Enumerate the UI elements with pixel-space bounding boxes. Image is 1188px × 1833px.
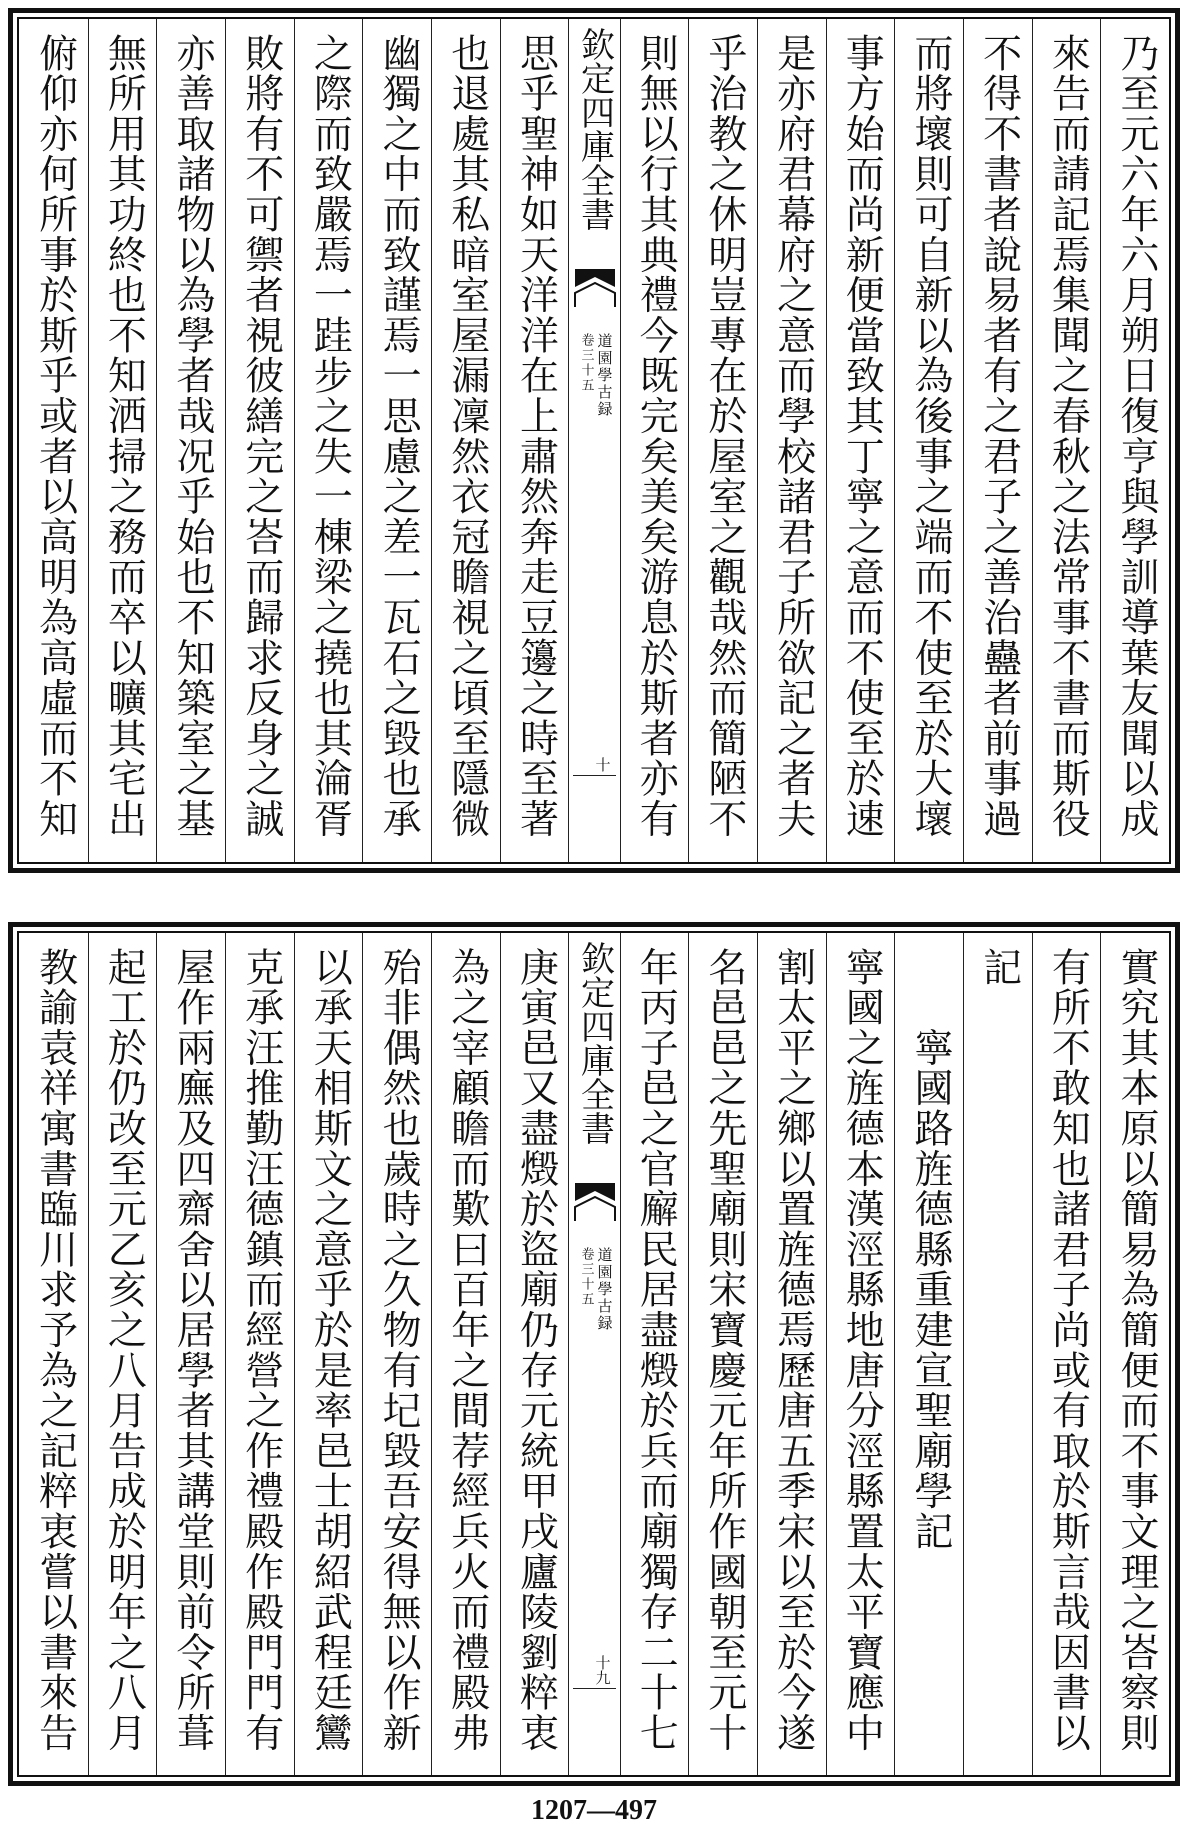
text-column: 乃至元六年六月朔日復亨與學訓導葉友聞以成: [1100, 19, 1169, 862]
text-column: 則無以行其典禮今既完矣美矣游息於斯者亦有: [620, 19, 689, 862]
book-subtitle: 道園學古録: [595, 333, 614, 418]
text-column: 為之宰顧瞻而歎曰百年之間荐經兵火而禮殿弗: [431, 933, 500, 1775]
section-heading: 寧國路旌德縣重建宣聖廟學記: [894, 933, 963, 1775]
center-fold: [568, 933, 619, 1775]
center-fold: [568, 19, 619, 862]
text-column: 庚寅邑又盡燬於盜廟仍存元統甲戌廬陵劉粹衷: [500, 933, 569, 1775]
page-number-rule: [573, 1688, 615, 1689]
text-column: 思乎聖神如天洋洋在上肅然奔走豆籩之時至著: [500, 19, 569, 862]
book-title: 欽定四庫全書: [574, 941, 615, 1145]
text-column: 而將壞則可自新以為後事之端而不使至於大壞: [894, 19, 963, 862]
fish-tail-mark-icon: [573, 1181, 617, 1223]
text-column: 割太平之鄉以置旌德焉歷唐五季宋以至於今遂: [757, 933, 826, 1775]
text-column: 教諭袁祥寓書臨川求予為之記粹衷嘗以書來告: [32, 947, 78, 1753]
volume-label: 卷三十五: [578, 333, 594, 393]
text-column: 寧國之旌德本漢涇縣地唐分涇縣置太平寶應中: [826, 933, 895, 1775]
text-column: 事方始而尚新便當致其丁寧之意而不使至於速: [826, 19, 895, 862]
text-column: 屋作兩廡及四齋舍以居學者其講堂則前令所葺: [156, 933, 225, 1775]
text-column: 年丙子邑之官廨民居盡燬於兵而廟獨存二十七: [620, 933, 689, 1775]
book-subtitle: 道園學古録: [595, 1247, 614, 1332]
bottom-page: [8, 922, 1180, 1786]
text-column: 也退處其私暗室屋漏凜然衣冠瞻視之頃至隱微: [431, 19, 500, 862]
text-column: 實究其本原以簡易為簡便而不事文理之峇察則: [1100, 933, 1169, 1775]
text-column: 乎治教之休明豈專在於屋室之觀哉然而簡陋不: [688, 19, 757, 862]
top-page: [8, 8, 1180, 873]
bottom-page-columns: [19, 933, 1169, 1775]
text-column: 無所用其功終也不知洒掃之務而卒以曠其宅出: [88, 19, 157, 862]
text-column: 有所不敢知也諸君子尚或有取於斯言哉因書以: [1032, 933, 1101, 1775]
text-column: 殆非偶然也歲時之久物有圮毀吾安得無以作新: [362, 933, 431, 1775]
folio-number: 十: [593, 757, 612, 772]
text-column: 敗將有不可禦者視彼繕完之峇而歸求反身之誠: [225, 19, 294, 862]
text-column: 記: [963, 933, 1032, 1775]
text-column: 克承汪推勤汪德鎮而經營之作禮殿作殿門門有: [225, 933, 294, 1775]
text-column: 起工於仍改至元乙亥之八月告成於明年之八月: [88, 933, 157, 1775]
text-column: 以承天相斯文之意乎於是率邑士胡紹武程廷鸞: [294, 933, 363, 1775]
text-column: 名邑邑之先聖廟則宋寶慶元年所作國朝至元十: [688, 933, 757, 1775]
text-column: 幽獨之中而致謹焉一思慮之差一瓦石之毀也承: [362, 19, 431, 862]
text-column: 亦善取諸物以為學者哉况乎始也不知築室之基: [156, 19, 225, 862]
book-title: 欽定四庫全書: [574, 27, 615, 231]
text-column: 不得不書者說易者有之君子之善治蠱者前事過: [963, 19, 1032, 862]
volume-label: 卷三十五: [578, 1247, 594, 1307]
page-number-rule: [573, 775, 615, 776]
footer-page-number: 1207—497: [531, 1795, 657, 1826]
text-column: 俯仰亦何所事於斯乎或者以高明為高虛而不知: [32, 33, 78, 839]
top-page-columns: [19, 19, 1169, 862]
text-column: 之際而致嚴焉一跬步之失一棟梁之撓也其淪胥: [294, 19, 363, 862]
top-page-frame: [17, 17, 1171, 864]
text-column: 是亦府君幕府之意而學校諸君子所欲記之者夫: [757, 19, 826, 862]
folio-number: 十九: [593, 1655, 612, 1685]
bottom-page-frame: [17, 931, 1171, 1777]
fish-tail-mark-icon: [573, 267, 617, 309]
text-column: 來告而請記焉集聞之春秋之法常事不書而斯役: [1032, 19, 1101, 862]
